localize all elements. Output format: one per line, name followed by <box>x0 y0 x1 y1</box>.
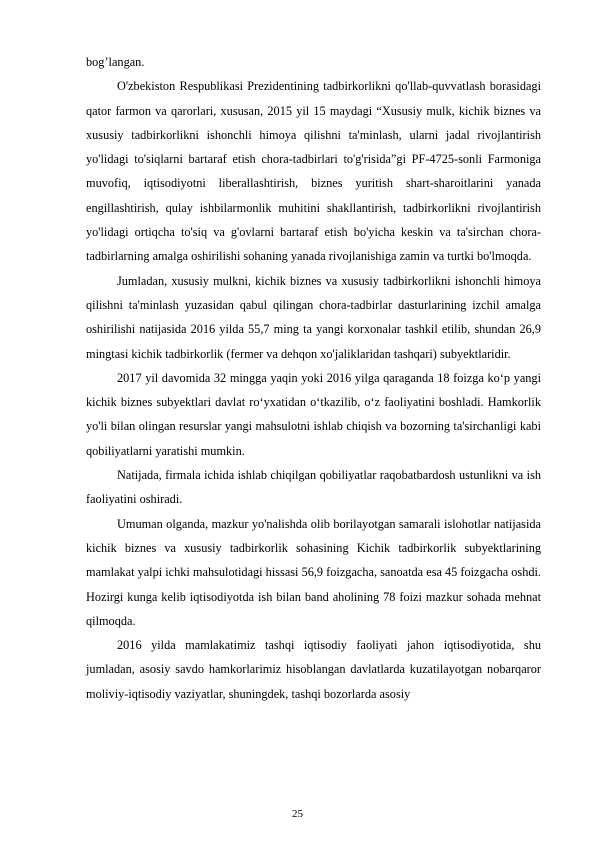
paragraph-continuation: bog’langan. <box>86 55 145 69</box>
paragraph-gdp-share: Umuman olganda, mazkur yo'nalishda olib borilayotgan samarali islohotlar natijasida kichik biznes va xususiy tadbirkorlik sohasining Kichik tadbirkorlik subyektlarining mamlakat yalpi ichki mahsulotidagi hissasi 56,9 foizgacha, sanoatda esa 45 foizgacha oshdi. Hozirgi kunga kelib iqtisodiyotda ish bilan band aholining 78 foizi mazkur sohada mehnat qilmoqda. <box>86 516 541 628</box>
paragraph-presidential-decrees: O'zbekiston Respublikasi Prezidentining tadbirkorlikni qo'llab-quvvatlash borasidagi qator farmon va qarorlari, xususan, 2015 yil 15 maydagi “Xususiy mulk, kichik biznes va xususiy tadbirkorlikni ishonchli himoya qilishni ta'minlash, ularni jadal rivojlantirish yo'lidagi to'siqlarni bartaraf etish chora-tadbirlari to'g'risida”gi PF-4725-sonli Farmoniga muvofiq, iqtisodiyotni liberallashtirish, biznes yuritish shart-sharoitlarini yanada engillashtirish, qulay ishbilarmonlik muhitini shakllantirish, tadbirkorlikni rivojlantirish yo'lidagi ortiqcha to'siq va g'ovlarni bartaraf etish bo'yicha keskin va ta'sirchan chora-tadbirlarning amalga oshirilishi sohaning yanada rivojlanishiga zamin va turtki bo'lmoqda. <box>86 79 541 264</box>
paragraph-competitive-advantage: Natijada, firmala ichida ishlab chiqilgan qobiliyatlar raqobatbardosh ustunlikni va ish faoliyatini oshiradi. <box>86 468 541 507</box>
paragraph-2017-registrations: 2017 yil davomida 32 mingga yaqin yoki 2016 yilga qaraganda 18 foizga ko‘p yangi kichik biznes subyektlari davlat ro‘yxatidan o‘tkazilib, o‘z faoliyatini boshladi. Hamkorlik yo'li bilan olingan resurslar yangi mahsulotni ishlab chiqish va bozorning ta'sirchanligi kabi qobiliyatlarni yaratishi mumkin. <box>86 370 541 458</box>
document-body <box>86 50 541 706</box>
page-number: 25 <box>292 808 303 820</box>
paragraph-new-enterprises: Jumladan, xususiy mulkni, kichik biznes va xususiy tadbirkorlikni ishonchli himoya qilishni ta'minlash yuzasidan qabul qilingan chora-tadbirlar dasturlarining izchil amalga oshirilishi natijasida 2016 yilda 55,7 ming ta yangi korxonalar tashkil etilib, shundan 26,9 mingtasi kichik tadbirkorlik (fermer va dehqon xo'jaliklaridan tashqari) subyektlaridir. <box>86 273 541 361</box>
paragraph-foreign-trade: 2016 yilda mamlakatimiz tashqi iqtisodiy faoliyati jahon iqtisodiyotida, shu jumladan, asosiy savdo hamkorlarimiz hisoblangan davlatlarda kuzatilayotgan nobarqaror moliviy-iqtisodiy vaziyatlar, shuningdek, tashqi bozorlarda asosiy <box>86 638 541 701</box>
